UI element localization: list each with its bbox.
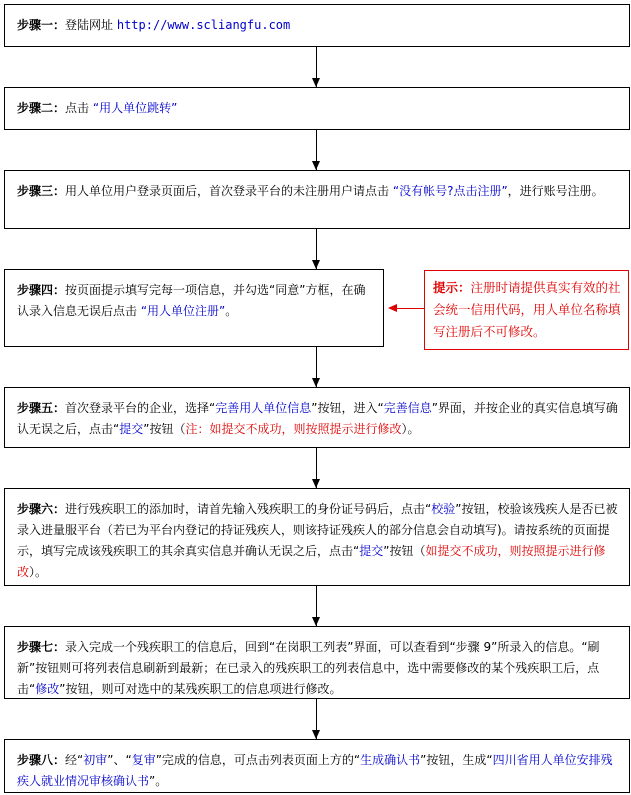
- tip-box: [424, 270, 629, 350]
- step-3-box: [4, 170, 630, 229]
- flow-arrow-6: [316, 586, 317, 626]
- tip-arrow: [390, 308, 424, 309]
- step-8-text-2: ”、“: [107, 753, 132, 767]
- step-2-label: 步骤二：: [17, 101, 66, 115]
- step-8-text: 经“: [65, 753, 84, 767]
- employer-jump-link[interactable]: “用人单位跳转”: [92, 101, 178, 115]
- step-6-text-3: ”按钮（: [383, 544, 426, 558]
- step-7-label: 步骤七：: [17, 640, 66, 654]
- step-5-box: [4, 387, 630, 448]
- step-8-text-3: ”完成的信息，可点击列表页面上方的“: [155, 753, 361, 767]
- step-5-text: 首次登录平台的企业，选择“: [65, 401, 216, 415]
- second-review-link[interactable]: 复审: [131, 753, 156, 767]
- employer-register-link[interactable]: “用人单位注册”: [140, 304, 226, 318]
- step-1-text: 登陆网址: [65, 18, 114, 32]
- step-3-label: 步骤三：: [17, 184, 66, 198]
- tip-label: 提示：: [433, 280, 471, 295]
- register-account-link[interactable]: “没有帐号?点击注册”: [392, 184, 508, 198]
- flow-arrow-1: [316, 47, 317, 87]
- generate-confirmation-link[interactable]: 生成确认书: [360, 753, 421, 767]
- submit-employee-link[interactable]: 提交: [359, 544, 384, 558]
- tip-text: 注册时请提供真实有效的社会统一信用代码，用人单位名称填写注册后不可修改。: [433, 280, 621, 339]
- step-7-text-end: ”按钮，则可对选中的某残疾职工的信息项进行修改。: [59, 682, 342, 696]
- flow-arrow-2: [316, 130, 317, 170]
- flow-arrow-7: [316, 699, 317, 739]
- step-4-text-end: 。: [225, 304, 238, 318]
- step-2-text: 点击: [65, 101, 90, 115]
- confirmation-document-link[interactable]: 四川省用人单位安排残疾人就业情况审核确认书: [17, 753, 613, 788]
- step-5-text-3: ”界面，并按企业的真实信息填写确认无误之后，点击“: [17, 401, 618, 436]
- verify-link[interactable]: 校验: [431, 502, 456, 516]
- step-5-label: 步骤五：: [17, 401, 66, 415]
- step-6-note: 如提交不成功，则按照提示进行修改: [17, 544, 606, 579]
- step-8-text-4: ”按钮，生成“: [420, 753, 493, 767]
- step-5-text-4: ”按钮（: [143, 422, 186, 436]
- flow-arrow-4: [316, 347, 317, 387]
- step-6-text: 进行残疾职工的添加时，请首先输入残疾职工的身份证号码后，点击“: [65, 502, 432, 516]
- modify-link[interactable]: 修改: [35, 682, 60, 696]
- flow-arrow-5: [316, 448, 317, 488]
- step-7-text: 录入完成一个残疾职工的信息后，回到“在岗职工列表”界面，可以查看到“步骤 9”所录入的信息。“刷新”按钮则可将列表信息刷新到最新；在已录入的残疾职工的列表信息中，选中需要修改的某个残疾职工后，点击“: [17, 640, 600, 696]
- step-6-text-2: ”按钮，校验该残疾人是否已被录入进量服平台（若已为平台内登记的持证残疾人，则该持证残疾人的部分信息会自动填写)。请按系统的页面提示，填写完成该残疾职工的其余真实信息并确认无误之后，点击“: [17, 502, 618, 558]
- step-6-box: [4, 488, 630, 586]
- step-8-box: [4, 739, 630, 793]
- site-url-link[interactable]: http://www.scliangfu.com: [116, 18, 291, 32]
- flow-arrow-3: [316, 229, 317, 269]
- step-5-note: 注：如提交不成功，则按照提示进行修改: [185, 422, 402, 436]
- step-4-text: 按页面提示填写完每一项信息，并勾选“同意”方框，在确认录入信息无误后点击: [17, 283, 366, 318]
- step-6-text-end: ）。: [29, 565, 48, 579]
- step-1-box: [4, 4, 630, 47]
- step-8-text-end: ”。: [149, 774, 168, 788]
- first-review-link[interactable]: 初审: [83, 753, 108, 767]
- complete-info-link[interactable]: 完善信息: [383, 401, 432, 415]
- step-1-label: 步骤一：: [17, 18, 66, 32]
- step-5-text-2: ”按钮，进入“: [311, 401, 384, 415]
- step-2-box: [4, 87, 630, 130]
- submit-link[interactable]: 提交: [119, 422, 144, 436]
- step-8-label: 步骤八：: [17, 753, 66, 767]
- step-4-box: [4, 269, 384, 347]
- step-6-label: 步骤六：: [17, 502, 66, 516]
- step-3-text-end: ，进行账号注册。: [507, 184, 604, 198]
- complete-employer-info-link[interactable]: 完善用人单位信息: [215, 401, 312, 415]
- step-5-text-end: ）。: [401, 422, 420, 436]
- step-3-text: 用人单位用户登录页面后，首次登录平台的未注册用户请点击: [65, 184, 390, 198]
- step-7-box: [4, 626, 630, 699]
- step-4-label: 步骤四：: [17, 283, 66, 297]
